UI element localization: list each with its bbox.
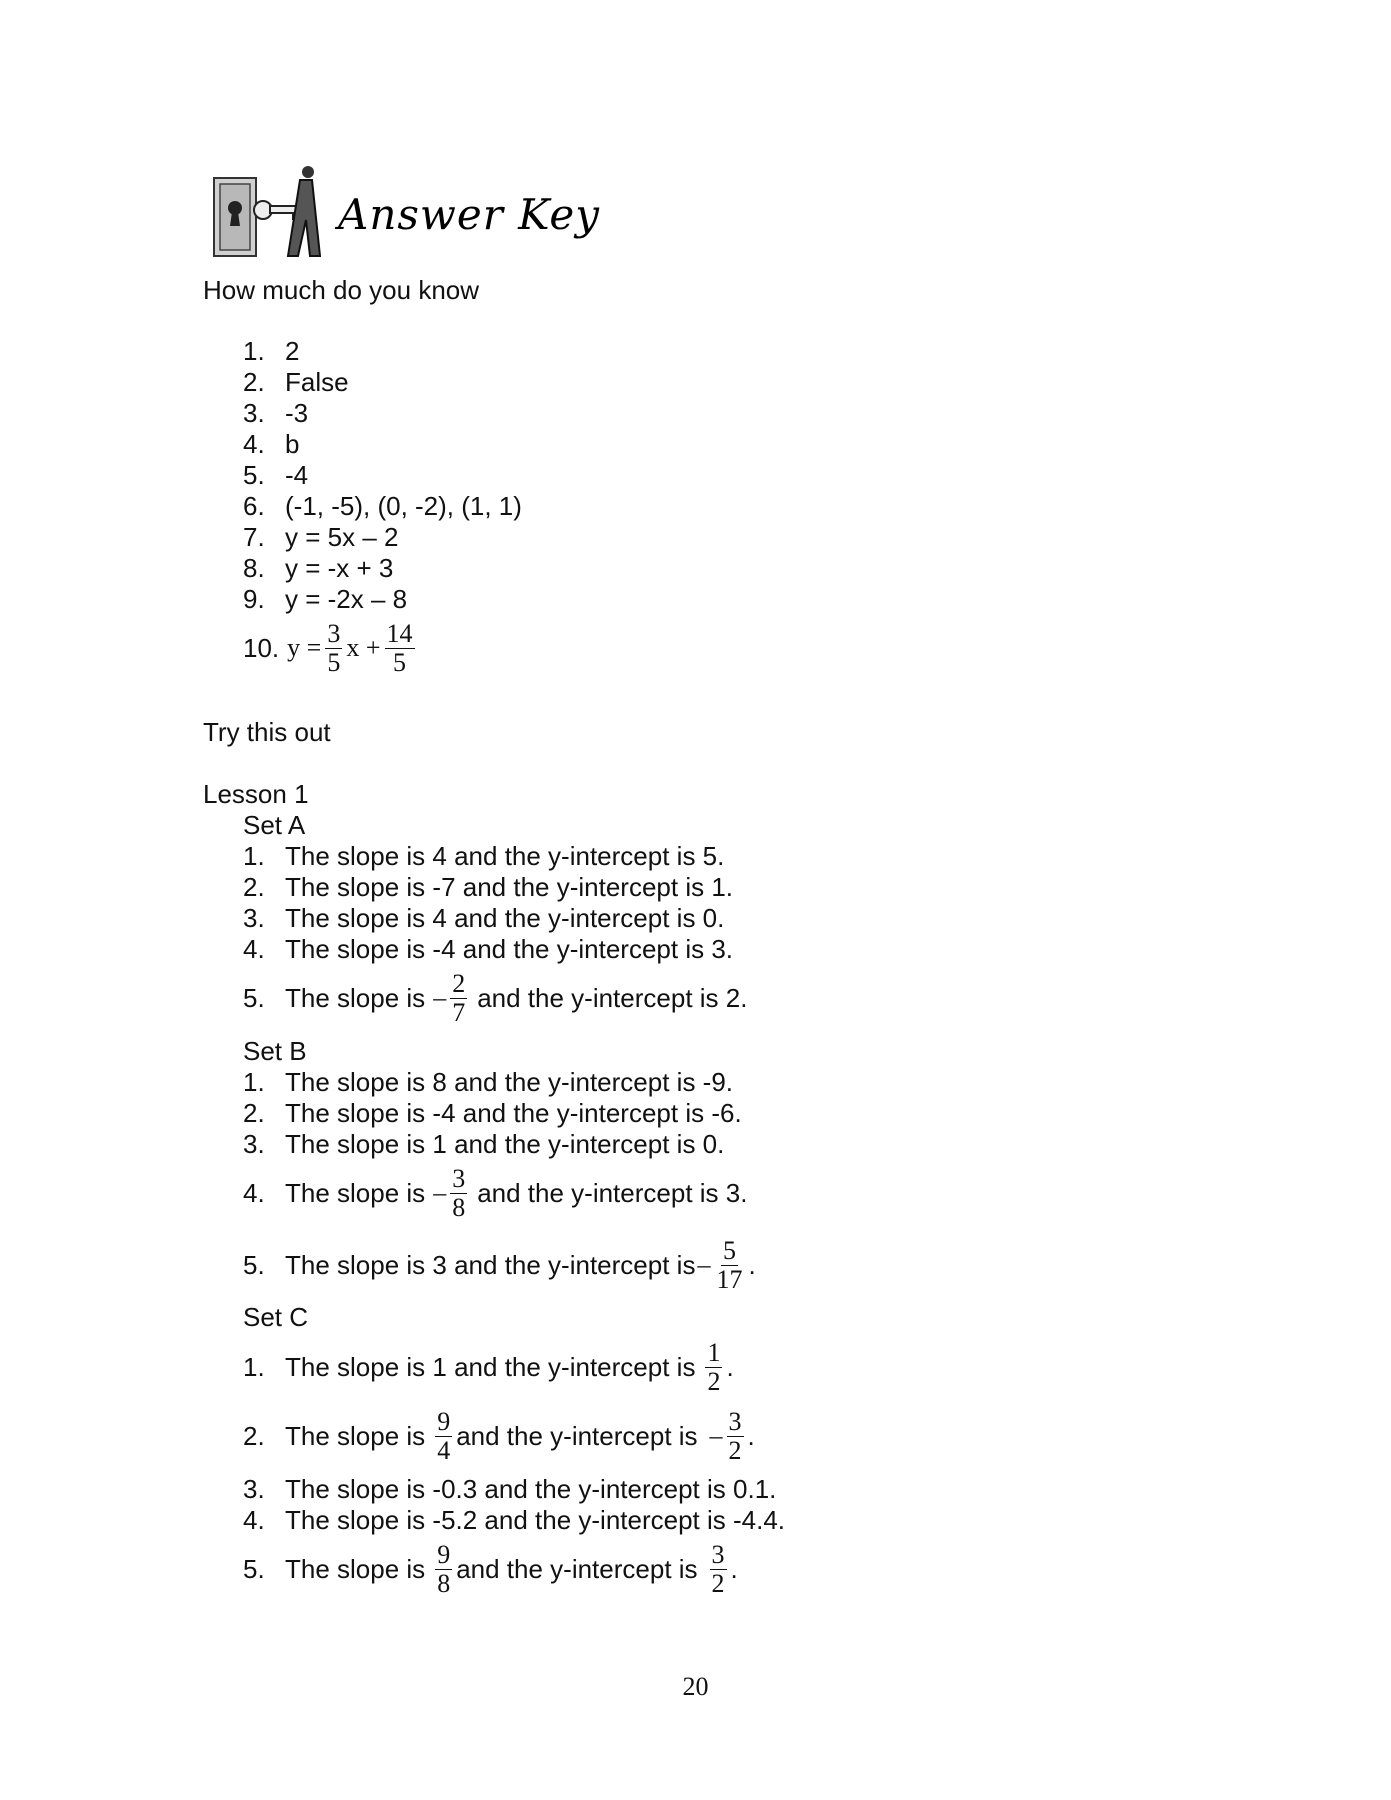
item-number: 5. bbox=[243, 460, 265, 490]
fraction bbox=[710, 1541, 727, 1598]
list-item-fraction bbox=[243, 1230, 756, 1300]
fraction bbox=[705, 1339, 722, 1396]
fraction bbox=[385, 620, 415, 677]
item-text: The slope is -7 and the y-intercept is 1. bbox=[285, 872, 734, 902]
item-text-post: and the y-intercept is 3. bbox=[477, 1178, 748, 1208]
denominator: 2 bbox=[711, 1568, 725, 1598]
equation-mid: x + bbox=[346, 633, 381, 662]
denominator: 4 bbox=[437, 1435, 451, 1465]
page-title: Answer Key bbox=[338, 190, 600, 239]
item-number: 4. bbox=[243, 1505, 265, 1535]
fraction bbox=[714, 1237, 744, 1294]
list-item-fraction bbox=[243, 963, 747, 1033]
numerator: 1 bbox=[707, 1337, 721, 1367]
page-number: 20 bbox=[682, 1672, 709, 1701]
item-number: 6. bbox=[243, 491, 265, 521]
denominator: 8 bbox=[452, 1192, 466, 1222]
minus-sign: – bbox=[697, 1250, 711, 1279]
item-text: y = 5x – 2 bbox=[285, 522, 399, 552]
key-lock-icon bbox=[208, 160, 333, 260]
item-text-post: . bbox=[748, 1250, 756, 1280]
denominator: 17 bbox=[716, 1264, 743, 1294]
equation-lhs: y = bbox=[287, 633, 322, 662]
item-number: 3. bbox=[243, 1474, 265, 1504]
item-text: y = -x + 3 bbox=[285, 553, 394, 583]
denominator: 5 bbox=[393, 647, 406, 677]
item-number: 2. bbox=[243, 1421, 265, 1451]
item-text-post: and the y-intercept is 2. bbox=[477, 983, 748, 1013]
item-text: The slope is -0.3 and the y-intercept is 0.1. bbox=[285, 1474, 777, 1504]
item-number: 3. bbox=[243, 903, 265, 933]
numerator: 3 bbox=[452, 1163, 466, 1193]
item-number: 8. bbox=[243, 553, 265, 583]
item-number: 1. bbox=[243, 1352, 265, 1382]
item-text-pre: The slope is bbox=[285, 1421, 426, 1451]
minus-sign: – bbox=[433, 1178, 447, 1207]
item-text: The slope is 8 and the y-intercept is -9. bbox=[285, 1067, 734, 1097]
fraction bbox=[727, 1408, 744, 1465]
fraction bbox=[325, 620, 342, 677]
numerator: 3 bbox=[728, 1406, 742, 1436]
item-number: 3. bbox=[243, 398, 265, 428]
denominator: 8 bbox=[437, 1568, 451, 1598]
minus-sign: – bbox=[709, 1421, 723, 1450]
item-text: (-1, -5), (0, -2), (1, 1) bbox=[285, 491, 522, 521]
item-text-mid: and the y-intercept is bbox=[456, 1421, 698, 1451]
item-text: b bbox=[285, 429, 300, 459]
numerator: 5 bbox=[722, 1235, 736, 1265]
item-text: False bbox=[285, 367, 349, 397]
fraction bbox=[450, 1165, 467, 1222]
fraction bbox=[450, 970, 467, 1027]
numerator: 3 bbox=[327, 618, 341, 648]
denominator: 2 bbox=[728, 1435, 742, 1465]
numerator: 14 bbox=[386, 618, 413, 648]
list-item-fraction bbox=[243, 1534, 738, 1604]
item-text: The slope is -4 and the y-intercept is 3. bbox=[285, 934, 734, 964]
set-label: Set A bbox=[243, 810, 306, 840]
item-text-pre: The slope is bbox=[285, 1554, 426, 1584]
item-text: -4 bbox=[285, 460, 309, 490]
set-label: Set B bbox=[243, 1036, 307, 1066]
item-number: 4. bbox=[243, 1178, 265, 1208]
item-number: 4. bbox=[243, 429, 265, 459]
minus-sign: – bbox=[433, 983, 447, 1012]
item-text: The slope is -5.2 and the y-intercept is -4.4. bbox=[285, 1505, 786, 1535]
item-number: 2. bbox=[243, 1098, 265, 1128]
item-number: 2. bbox=[243, 367, 265, 397]
numerator: 9 bbox=[437, 1539, 451, 1569]
item-text: The slope is 1 and the y-intercept is 0. bbox=[285, 1129, 725, 1159]
item-text: The slope is 4 and the y-intercept is 0. bbox=[285, 903, 725, 933]
fraction bbox=[435, 1408, 452, 1465]
numerator: 9 bbox=[437, 1406, 451, 1436]
item-text-post: . bbox=[730, 1554, 738, 1584]
numerator: 2 bbox=[452, 968, 466, 998]
item-number: 5. bbox=[243, 1250, 265, 1280]
item-text: -3 bbox=[285, 398, 309, 428]
item-text: y = -2x – 8 bbox=[285, 584, 408, 614]
item-number: 9. bbox=[243, 584, 265, 614]
fraction bbox=[435, 1541, 452, 1598]
item-number: 10. bbox=[243, 633, 280, 663]
list-item-equation bbox=[243, 613, 419, 683]
set-label: Set C bbox=[243, 1302, 309, 1332]
section-heading-how-much: How much do you know bbox=[203, 275, 480, 305]
item-number: 4. bbox=[243, 934, 265, 964]
list-item-fraction bbox=[243, 1401, 755, 1471]
item-text: The slope is -4 and the y-intercept is -6. bbox=[285, 1098, 742, 1128]
item-text-pre: The slope is bbox=[285, 983, 426, 1013]
section-heading-lesson: Lesson 1 bbox=[203, 779, 309, 809]
item-number: 2. bbox=[243, 872, 265, 902]
item-text: The slope is 4 and the y-intercept is 5. bbox=[285, 841, 725, 871]
item-number: 1. bbox=[243, 336, 265, 366]
item-number: 7. bbox=[243, 522, 265, 552]
item-number: 3. bbox=[243, 1129, 265, 1159]
item-text-post: . bbox=[747, 1421, 755, 1451]
item-text: 2 bbox=[285, 336, 300, 366]
list-item-fraction bbox=[243, 1158, 747, 1228]
item-number: 1. bbox=[243, 841, 265, 871]
item-text-mid: and the y-intercept is bbox=[456, 1554, 698, 1584]
item-text-pre: The slope is 3 and the y-intercept is bbox=[285, 1250, 696, 1280]
section-heading-try-this: Try this out bbox=[203, 717, 331, 747]
denominator: 5 bbox=[327, 647, 341, 677]
item-number: 5. bbox=[243, 983, 265, 1013]
denominator: 7 bbox=[452, 997, 466, 1027]
item-text-post: . bbox=[726, 1352, 734, 1382]
list-item-fraction bbox=[243, 1332, 734, 1402]
item-number: 1. bbox=[243, 1067, 265, 1097]
item-text-pre: The slope is bbox=[285, 1178, 426, 1208]
denominator: 2 bbox=[707, 1366, 721, 1396]
item-text-pre: The slope is 1 and the y-intercept is bbox=[285, 1352, 696, 1382]
numerator: 3 bbox=[711, 1539, 725, 1569]
item-number: 5. bbox=[243, 1554, 265, 1584]
